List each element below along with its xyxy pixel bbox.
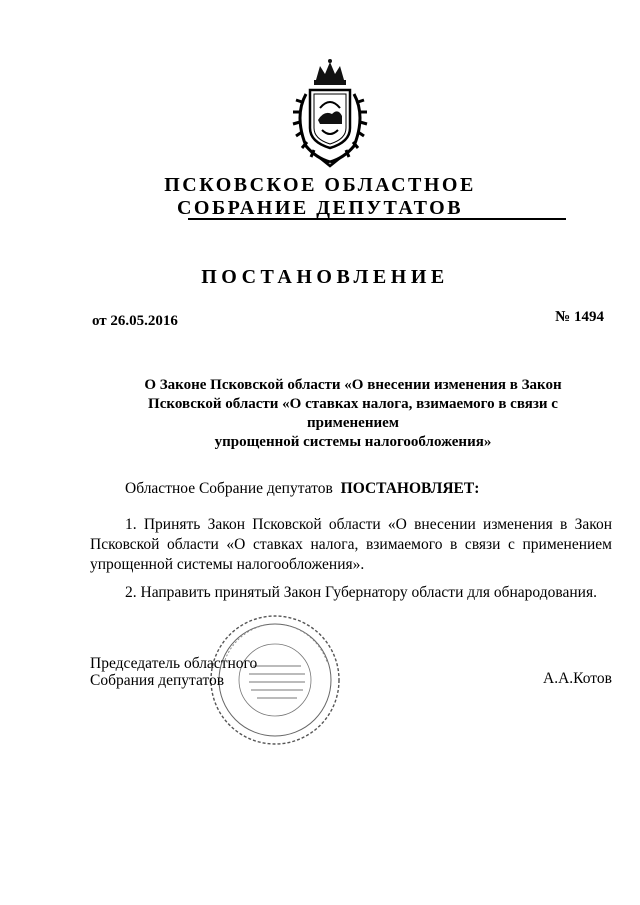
signatory-title-line1: Председатель областного bbox=[90, 655, 258, 672]
preamble-text: Областное Собрание депутатов bbox=[125, 480, 333, 497]
document-date: от 26.05.2016 bbox=[92, 313, 178, 329]
org-name-line2: СОБРАНИЕ ДЕПУТАТОВ bbox=[176, 197, 464, 219]
document-type: ПОСТАНОВЛЕНИЕ bbox=[201, 266, 449, 288]
signatory-name: А.А.Котов bbox=[543, 670, 612, 687]
document-subject bbox=[108, 376, 598, 452]
subject-line: упрощенной системы налогообложения» bbox=[214, 434, 492, 450]
org-name-line1: ПСКОВСКОЕ ОБЛАСТНОЕ bbox=[164, 174, 476, 196]
resolution-item-1: 1. Принять Закон Псковской области «О внесении изменения в Закон Псковской области «О ставках налога, взимаемого в связи с применением упрощенной системы налогообложения». bbox=[90, 516, 612, 573]
coat-of-arms-icon bbox=[280, 58, 380, 168]
subject-line: Псковской области «О ставках налога, взимаемого в связи с применением bbox=[148, 396, 558, 431]
signatory-title-line2: Собрания депутатов bbox=[90, 672, 225, 689]
preamble bbox=[125, 480, 479, 498]
signatory-title bbox=[90, 655, 257, 689]
subject-line: О Законе Псковской области «О внесении изменения в Закон bbox=[144, 377, 562, 393]
resolution-item-2: 2. Направить принятый Закон Губернатору области для обнародования. bbox=[125, 584, 597, 601]
document-number: № 1494 bbox=[555, 309, 604, 325]
preamble-decree: ПОСТАНОВЛЯЕТ: bbox=[340, 480, 480, 497]
header-divider bbox=[188, 218, 566, 220]
